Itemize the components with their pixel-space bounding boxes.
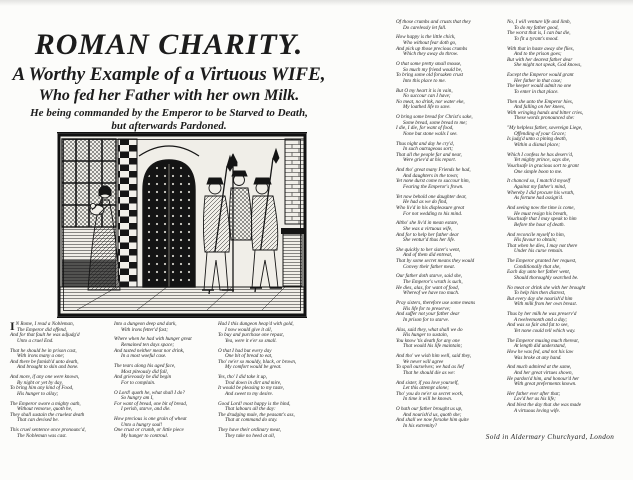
verse-line: So much my friend would be, <box>403 66 463 73</box>
verse-line: In time it will be known. <box>403 396 453 403</box>
stanza <box>396 274 502 296</box>
drop-cap: I <box>10 319 15 333</box>
stanza <box>507 179 629 201</box>
verse-line: And reconcile myself to him, <box>507 231 565 238</box>
verse-line: Pray sisters, therefore use some means <box>396 300 476 306</box>
verse-line: And was so fair and fat to see, <box>507 322 569 329</box>
verse-line: In a most woeful case. <box>121 353 167 360</box>
stanza <box>507 233 629 255</box>
verse-line: Thus by her milk he was preserv'd <box>507 311 577 318</box>
verse-line: It chanced so, I match'd myself <box>507 178 571 185</box>
verse-line: I die, I die, for want of food, <box>396 125 454 132</box>
verse-line: With milk from her own breast. <box>514 301 578 308</box>
verse-line: Fearing the Emperor's frown. <box>403 183 464 190</box>
verse-line: Were griev'd at his report. <box>403 157 457 164</box>
verse-line: To fit a tyrant's mood. <box>514 35 559 42</box>
verse-line: The Emperor granted her request, <box>507 258 577 265</box>
verse-line: To bring some old forsaken crust <box>396 72 464 79</box>
verse-line: That all the people far and near, <box>396 151 462 158</box>
verse-line: To buy and purchase one repast, <box>218 332 284 339</box>
stanza <box>396 407 502 429</box>
verse-line: They shall sustain the cruelest death <box>10 411 85 418</box>
verse-line: And nourish'd us, quoth she; <box>403 411 462 418</box>
verse-line: My hunger to controul. <box>121 432 169 439</box>
verse-line: Vouchsafe that I may speak to him <box>507 216 577 223</box>
verse-line: But with her dearest father dear <box>507 56 573 63</box>
verse-line: They have their ordinary meat, <box>218 427 282 434</box>
verse-line: Alas, said they, what shall we do <box>396 326 463 333</box>
verse-line: That by some secret means they would <box>396 258 475 265</box>
verse-line: And tho' great many Friends he had, <box>396 167 471 174</box>
verse-line: His favour to obtain; <box>514 237 557 244</box>
stanza <box>218 349 323 371</box>
verse-line: O that some pretty small mouse, <box>396 60 462 67</box>
imprint-line: Sold in Aldermary Churchyard, London <box>485 433 615 441</box>
verse-line: Each day unto her father went, <box>507 269 571 276</box>
verse-line: Altho' she liv'd in mean estate, <box>396 220 459 227</box>
verse-column-right-2 <box>507 20 629 418</box>
verse-line: They take no heed at all, <box>225 432 276 439</box>
stanza <box>218 428 323 439</box>
verse-line: And sister, if you love yourself, <box>396 379 459 386</box>
stanza <box>507 153 629 175</box>
stanza <box>507 392 629 414</box>
verse-line: The worst that is, I can but die, <box>507 30 571 37</box>
verse-line: In prison for to starve. <box>403 316 449 323</box>
verse-line: His life for to preserve; <box>403 305 451 312</box>
stanza <box>396 328 502 350</box>
verse-line: And blest the day that she was made <box>507 402 581 409</box>
verse-line: With irons fetter'd fast; <box>121 326 168 333</box>
checkered-pilaster <box>118 139 137 287</box>
verse-line: Before the hour of death. <box>514 221 565 228</box>
verse-line: His hunger to allay; <box>17 390 59 397</box>
verse-line: Yet none durst come to succour him, <box>396 178 470 185</box>
verse-line: A virtuous loving wife. <box>514 407 561 414</box>
verse-line: The Emperor musing much thereat, <box>507 337 579 344</box>
verse-line: Should thoroughly searched be. <box>514 274 579 281</box>
stanza <box>396 20 502 31</box>
woodcut-prison-scene <box>57 132 307 318</box>
stanza <box>507 47 629 69</box>
verse-line: By night or yet by day, <box>17 379 63 386</box>
verse-line: For not wedding to his mind. <box>403 210 463 217</box>
verse-line: And more, if any one were known, <box>10 374 80 381</box>
verse-line: She might not speak, God knows, <box>514 62 582 69</box>
verse-line: Conditionally that she, <box>514 263 561 270</box>
verse-line: How precious is one grain of wheat <box>114 416 187 423</box>
stanza <box>396 301 502 323</box>
verse-line: To do my father good, <box>514 24 559 31</box>
stanza <box>396 115 502 137</box>
verse-line: It would be pleasing to my taste, <box>218 385 285 392</box>
stanza <box>507 126 629 148</box>
verse-line: Good Lord! most happy is the hind, <box>218 400 291 407</box>
verse-line: His hunger to sustain, <box>403 332 448 339</box>
verse-line: That can devised be. <box>17 417 59 424</box>
verse-line: O bring some bread for Christ's sake, <box>396 114 473 121</box>
verse-line: And shall we now forsake him quite <box>396 417 469 424</box>
verse-line: Who liv'd in his displeasure great <box>396 204 465 211</box>
stanza <box>10 375 111 397</box>
verse-line: With wringing hands and bitter cries, <box>507 109 584 116</box>
verse-line: One simple boon to me. <box>514 168 563 175</box>
stanza <box>396 381 502 403</box>
verse-line: Tho' you do ne'er so secret work, <box>396 390 464 397</box>
verse-line: He had as we do find, <box>403 199 448 206</box>
verse-line: Her father ever after that; <box>507 390 561 397</box>
stanza <box>396 168 502 190</box>
verse-line: O Lord! quoth he, what shall I do? <box>114 389 185 396</box>
verse-line: And there be famish'd unto death, <box>10 358 79 365</box>
verse-line: As fortune had assign'd. <box>514 195 564 202</box>
tagline-line-1: He being commanded by the Emperor to be Starved to Death, <box>30 107 308 119</box>
stanza <box>396 195 502 217</box>
verse-line: He pardon'd him, and honour'd her <box>507 375 580 382</box>
verse-line: That at command do stay. <box>225 417 278 424</box>
verse-line: Yet mighty prince, says she, <box>514 157 571 164</box>
stanza <box>218 375 323 397</box>
verse-line: Offending of your Grace; <box>514 130 566 137</box>
verse-line: Whereof we have too much. <box>403 290 460 297</box>
stanza <box>507 100 629 122</box>
verse-line: The keeper would admit no one <box>507 83 572 90</box>
verse-line: Thus night and day he cry'd, <box>396 140 454 147</box>
stanza <box>396 354 502 376</box>
verse-line: Of those crumbs and crusts that they <box>396 19 471 25</box>
verse-line: The Emperor did offend, <box>17 326 67 333</box>
verse-line: Against my father's mind, <box>514 183 567 190</box>
verse-line: Do carelessly let fall. <box>403 24 447 31</box>
stanza <box>507 206 629 228</box>
verse-line: Let this attempt alone; <box>403 385 449 392</box>
verse-line: And sweet to my desire. <box>225 390 274 397</box>
verse-line: I N Rome, I read a Nobleman, <box>10 319 74 333</box>
verse-line: "My helpless father, sovereign Liege, <box>507 125 583 132</box>
verse-line: And much admired at the same, <box>507 364 572 371</box>
verse-line: And tho' we wish him well, said they, <box>396 353 472 360</box>
verse-line: How he was fed, and not his law <box>507 348 574 355</box>
stanza <box>10 402 111 424</box>
verse-line: One bit of bread to eat, <box>225 353 273 360</box>
verse-line: But every day she nourish'd him <box>507 295 573 302</box>
verse-line: And of them did entreat, <box>403 252 453 259</box>
verse-line: Yea, were it e'er so small. <box>225 337 277 344</box>
stanza <box>396 142 502 164</box>
stanza <box>114 364 215 386</box>
verse-line: Yes, tho' I did take it up, <box>218 374 268 381</box>
floor <box>60 287 304 310</box>
verse-line: Which I confess he has deserv'd, <box>507 151 574 158</box>
verse-line: In such outrageous sort; <box>403 146 453 153</box>
stanza <box>507 339 629 361</box>
stanza <box>114 337 215 359</box>
verse-line: One crust or crumb, or little piece <box>114 427 184 434</box>
stanza <box>10 428 111 439</box>
verse-line: The Nobleman was cast. <box>17 432 67 439</box>
verse-line: A twelvemonth and a day; <box>514 316 568 323</box>
verse-line: With irons many a one; <box>17 353 65 360</box>
verse-line: Which they away do throw. <box>403 51 459 58</box>
verse-line: Tho' ne'er so mouldy, black, or brown, <box>218 358 297 365</box>
verse-line: To bring him any kind of Food, <box>10 385 74 392</box>
verse-line: Our father doth starve, said she, <box>396 273 463 280</box>
stanza <box>396 35 502 57</box>
verse-line: O hath our father brought us up, <box>396 406 463 413</box>
verse-line: And grievously he did begin <box>114 374 172 381</box>
stanza <box>396 248 502 270</box>
verse-line: Into a dungeon deep and dark, <box>114 321 177 327</box>
woodcut-illustration <box>57 132 307 318</box>
verse-line: But O my heart it is in vain, <box>396 87 453 94</box>
verse-line: That he should be in prison cast, <box>10 347 77 354</box>
verse-line: That when he dies, I may not there <box>507 242 578 249</box>
verse-line: She quickly to her sister's went, <box>396 246 461 253</box>
verse-line: She was a virtuous wife, <box>403 225 453 232</box>
verse-line: My loathed life to save. <box>403 104 451 111</box>
verse-line: And brought to skin and bone. <box>17 364 79 371</box>
verse-line: And for to help her father dear <box>396 231 459 238</box>
verse-line: No meat or drink she with her brought <box>507 284 586 291</box>
verse-line: Who without fear doth go, <box>403 39 457 46</box>
verse-line: And to the prison goes; <box>514 51 562 58</box>
verse-line: Then she unto the Emperor hies, <box>507 98 574 105</box>
verse-line: For to complain. <box>121 379 156 386</box>
verse-line: Lov'd her as his life; <box>514 396 556 403</box>
verse-line: Unto a cruel End. <box>17 337 54 344</box>
verse-line: Without remorse, quoth he, <box>17 406 73 413</box>
title-block <box>8 28 330 133</box>
verse-line: Within a dismal place; <box>514 142 560 149</box>
verse-line: Remained ten days space; <box>121 341 175 348</box>
verse-line: Under his curse remain. <box>514 248 564 255</box>
verse-line: How happy is the little chick, <box>396 34 456 41</box>
verse-line: Unto a hungry soul! <box>121 421 163 428</box>
verse-column-left-1 <box>10 319 111 444</box>
verse-line: Whereby I did procure his wrath, <box>507 189 575 196</box>
verse-line: Yet now behold one daughter dear, <box>396 193 467 200</box>
verse-line: I perish, starve, and die. <box>121 406 171 413</box>
subtitle-line-2: Who fed her Father with her own Milk. <box>38 87 300 104</box>
verse-line: Is judg'd unto a pining death, <box>507 136 567 143</box>
verse-line: In his extremity? <box>403 423 438 430</box>
tagline-line-2: but afterwards Pardoned. <box>111 120 227 132</box>
verse-line: O that I had but every day <box>218 347 272 354</box>
verse-line: Had I this dungeon heap'd with gold, <box>218 321 294 327</box>
stanza <box>396 221 502 243</box>
verse-line: No, I will venture life and limb, <box>507 19 571 25</box>
verse-line: The tears along his aged face, <box>114 362 176 369</box>
stanza <box>507 259 629 281</box>
verse-line: Convey their father meat. <box>403 263 456 270</box>
stanza <box>10 319 111 344</box>
verse-line: The Emperor's wrath is such, <box>403 279 463 286</box>
verse-line: This cruel sentence once pronounc'd, <box>10 427 86 434</box>
verse-line: She ventur'd thus her life. <box>403 237 456 244</box>
verse-line: We never will agree <box>403 358 444 365</box>
verse-line: That he should die as we: <box>403 369 456 376</box>
verse-column-left-3 <box>218 322 323 444</box>
stanza <box>10 349 111 371</box>
verse-column-left-2 <box>114 322 215 444</box>
stanza <box>114 322 215 333</box>
stanza <box>396 62 502 84</box>
verse-line: Where when he had with hunger great <box>114 336 192 343</box>
verse-line: And for that fault he was adjudg'd <box>10 332 80 339</box>
verse-line: And suffer not your father dear <box>396 311 460 318</box>
verse-line: I now would give it all, <box>225 326 272 333</box>
verse-line: At length did understand, <box>514 343 566 350</box>
verse-line: These words pronounced she: <box>514 115 575 122</box>
verse-line: And her great virtues shown, <box>514 369 573 376</box>
verse-line: For want of bread, one bit of bread, <box>114 400 188 407</box>
verse-line: Most piteously did fall, <box>121 368 168 375</box>
verse-line: You know 'tis death for any one <box>396 337 460 344</box>
verse-line: Some bread, some bread to me; <box>403 119 468 126</box>
verse-line: Vouchsafe in gracious sort to grant <box>507 163 579 169</box>
verse-line: Except the Emperor would grant <box>507 72 574 79</box>
stanza <box>114 417 215 439</box>
verse-line: Yet none could tell which way. <box>514 327 576 334</box>
verse-line: To enter in that place. <box>514 88 559 95</box>
page-title: ROMAN CHARITY. <box>34 28 304 61</box>
stanza <box>507 312 629 334</box>
verse-line: And daughters in the town; <box>403 172 459 179</box>
verse-line: With that in haste away she flies, <box>507 45 574 52</box>
verse-line: And falling on her knees, <box>514 104 566 111</box>
stanza <box>114 391 215 413</box>
stanza <box>218 322 323 344</box>
verse-line: That would his life maintain; <box>403 343 463 350</box>
verse-line: To spoil ourselves; we had as lief <box>396 364 464 371</box>
verse-line: No meat, no drink, nor water eke, <box>396 98 465 105</box>
verse-line: That labours all the day: <box>225 406 276 413</box>
verse-column-right-1 <box>396 20 502 434</box>
verse-line: Trod down in dirt and mire, <box>225 379 282 386</box>
verse-line: So hungry am I, <box>121 395 154 402</box>
stanza <box>218 402 323 424</box>
stanza <box>507 20 629 42</box>
verse-line: The drudging mule, the peasant's ass, <box>218 411 295 418</box>
verse-line: Her father in that case; <box>514 77 562 84</box>
verse-line: And seeing now the time is come, <box>507 204 575 211</box>
verse-line: He dies, alas, for want of food, <box>396 284 459 291</box>
verse-line: He must resign his breath, <box>514 210 568 217</box>
verse-line: The Emperor swore a mighty oath, <box>10 400 81 407</box>
subtitle-line-1: A Worthy Example of a Virtuous WIFE, <box>12 64 326 85</box>
stanza <box>396 89 502 111</box>
stanza <box>507 73 629 95</box>
verse-line: None but stone walls I see. <box>403 130 458 137</box>
stanza <box>507 286 629 308</box>
verse-line: No succour can I have; <box>403 93 451 100</box>
verse-line: And pick up those precious crumbs <box>396 45 468 52</box>
verse-line: Into this place to me. <box>403 77 446 84</box>
verse-line: To help him then distrest, <box>514 290 566 297</box>
verse-line: My comfort would be great. <box>225 364 282 371</box>
stanza <box>507 365 629 387</box>
verse-line: With great preferments known. <box>514 381 577 388</box>
verse-line: And tasted neither meat nor drink, <box>114 347 185 354</box>
verse-line: Was broke at any hand. <box>514 354 562 361</box>
